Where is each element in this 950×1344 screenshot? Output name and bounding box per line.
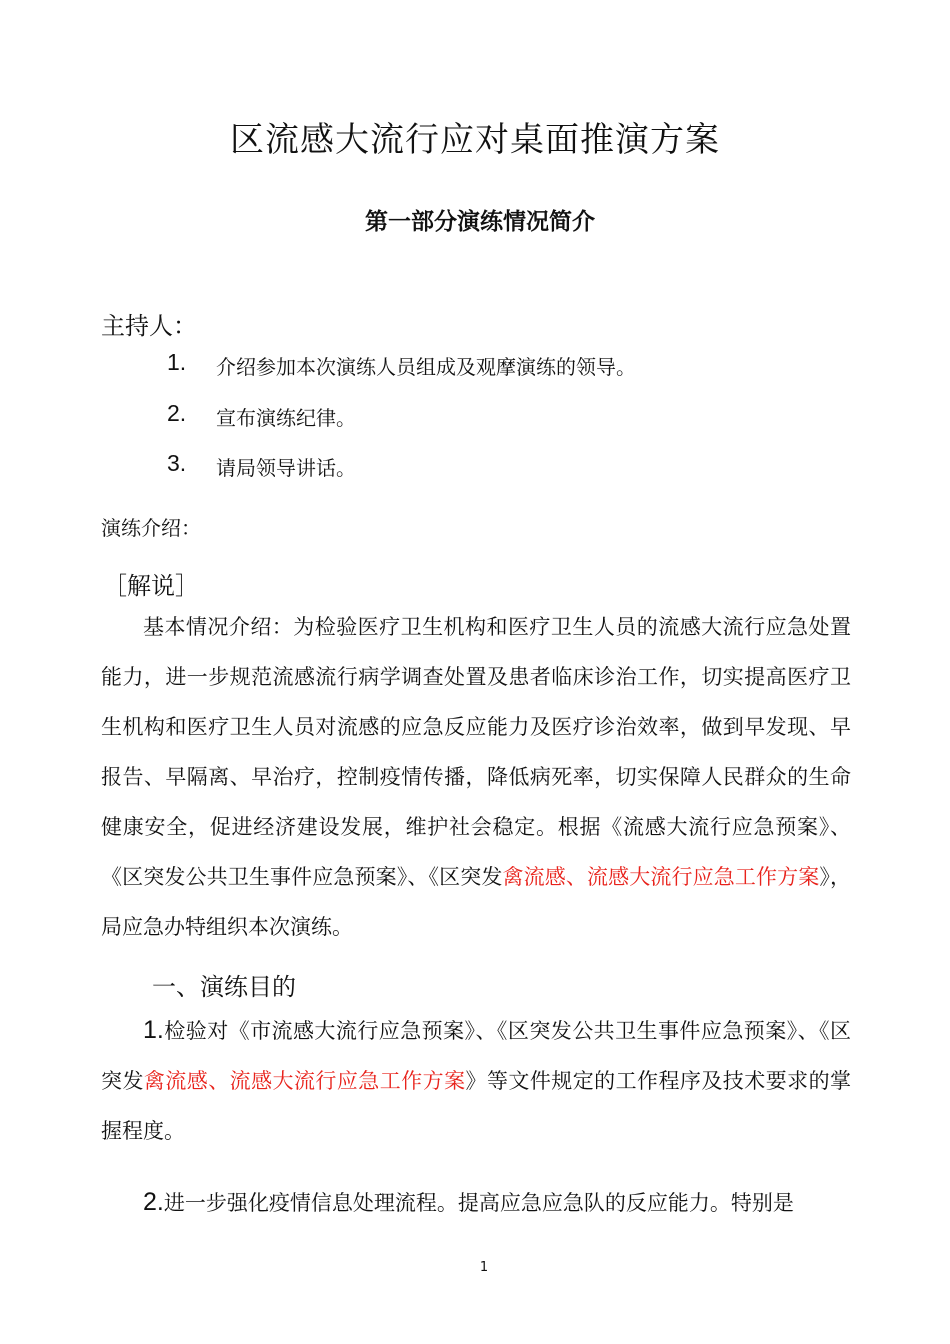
intro-text-end: 》，局应急办特组织本次演练。 bbox=[101, 865, 851, 939]
host-item-text: 宣布演练纪律。 bbox=[216, 406, 356, 430]
host-item-text: 介绍参加本次演练人员组成及观摩演练的领导。 bbox=[216, 355, 636, 379]
host-item-number: 3. bbox=[167, 450, 187, 476]
highlight-text: 禽流感、流感大流行应急工作方案 bbox=[143, 1069, 466, 1093]
host-item-number: 1. bbox=[167, 349, 187, 375]
objective-number: 1. bbox=[143, 1016, 164, 1044]
document-title: 区流感大流行应对桌面推演方案 bbox=[230, 120, 720, 160]
objective-paragraph-1 bbox=[101, 1005, 851, 1156]
objective-paragraph-2 bbox=[101, 1177, 851, 1228]
objective-text: 检验对《市流感大流行应急预案》、《区突发公共卫生事件应急预案》、《区突发 bbox=[101, 1019, 851, 1093]
drill-intro-label: 演练介绍： bbox=[101, 516, 201, 540]
explain-label: ［解说］ bbox=[103, 572, 199, 600]
highlight-text: 禽流感、流感大流行应急工作方案 bbox=[502, 865, 820, 889]
page-number: 1 bbox=[479, 1260, 489, 1275]
objective-number: 2. bbox=[143, 1188, 164, 1216]
objective-text-end: 》等文件规定的工作程序及技术要求的掌握程度。 bbox=[101, 1069, 852, 1143]
host-item-number: 2. bbox=[167, 400, 187, 426]
section-heading: 一、演练目的 bbox=[152, 973, 296, 1001]
intro-paragraph bbox=[101, 602, 851, 952]
host-label: 主持人： bbox=[101, 312, 197, 340]
section-subtitle: 第一部分演练情况简介 bbox=[365, 209, 595, 235]
intro-text: 基本情况介绍：为检验医疗卫生机构和医疗卫生人员的流感大流行应急处置能力，进一步规范流感流行病学调查处置及患者临床诊治工作，切实提高医疗卫生机构和医疗卫生人员对流感的应急反应能力及医疗诊治效率，做到早发现、早报告、早隔离、早治疗，控制疫情传播，降低病死率，切实保障人民群众的生命健康安全，促进经济建设发展，维护社会稳定。根据《流感大流行应急预案》、《区突发公共卫生事件应急预案》、《区突发 bbox=[101, 615, 851, 889]
host-item-text: 请局领导讲话。 bbox=[216, 456, 356, 480]
objective-text: 进一步强化疫情信息处理流程。提高应急应急队的反应能力。特别是 bbox=[163, 1191, 794, 1215]
